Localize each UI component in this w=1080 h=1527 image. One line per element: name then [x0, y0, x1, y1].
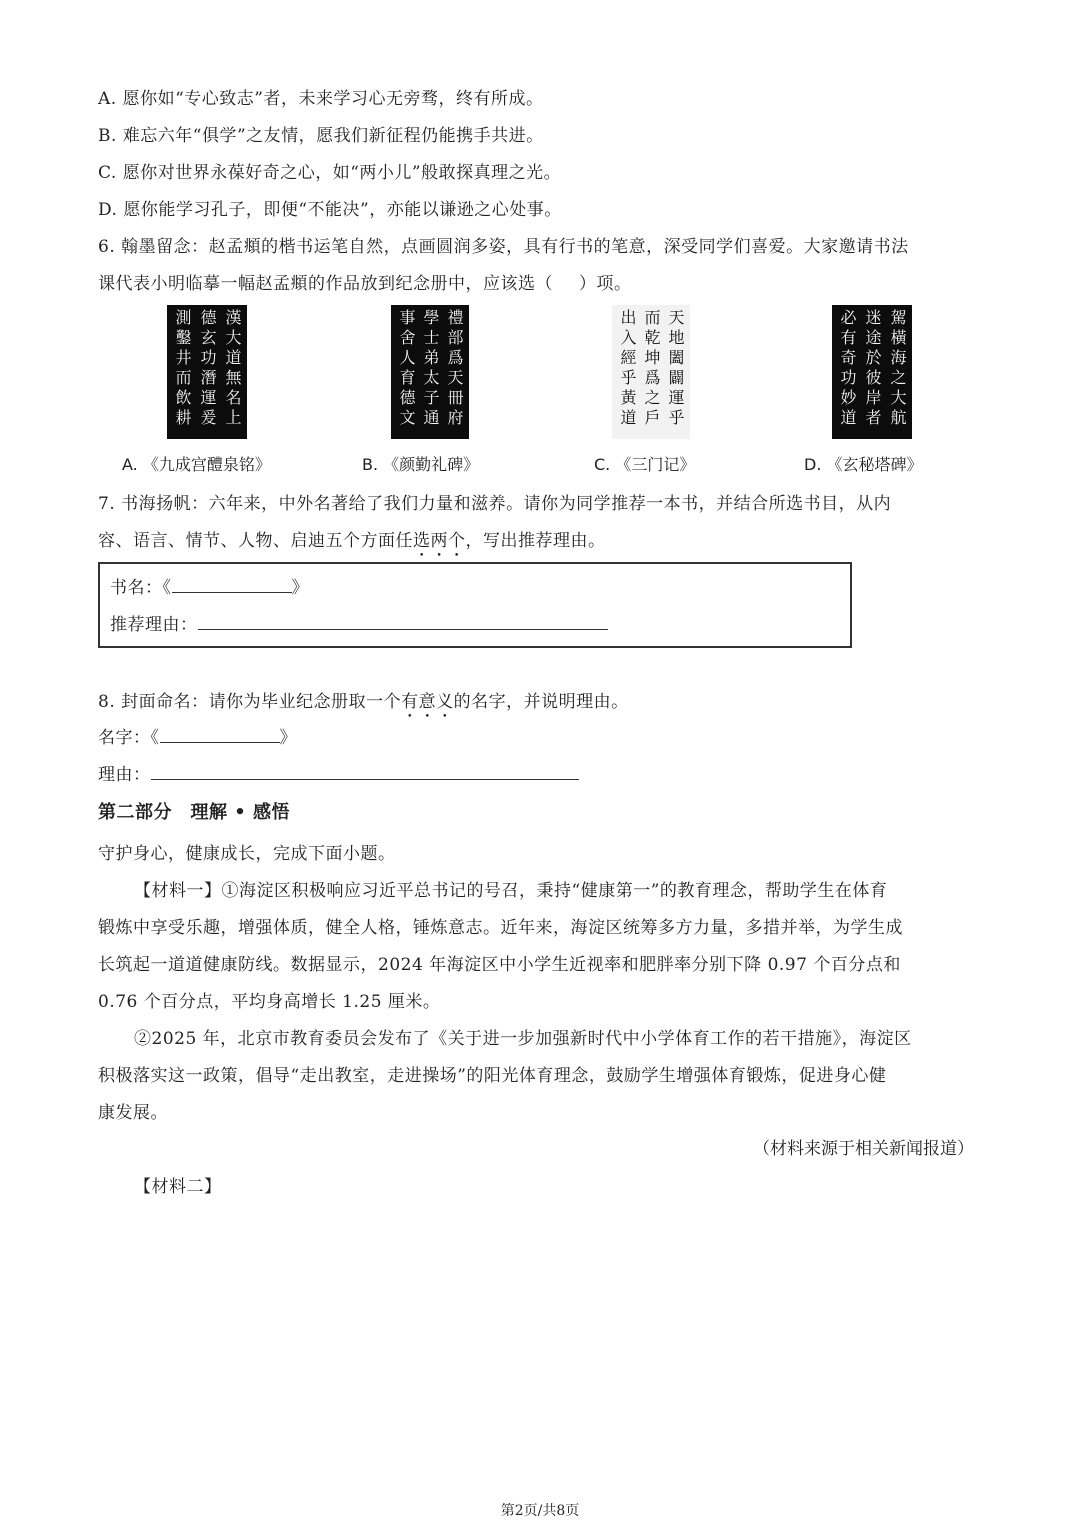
calligraphy-column: 德玄功潛運爰 — [198, 309, 217, 429]
page-number: 第2页/共8页 — [500, 1503, 580, 1519]
question-6-text-cont — [98, 269, 632, 294]
calligraphy-image-d — [832, 305, 912, 439]
calligraphy-column: 而乾坤爲之戶 — [642, 309, 661, 429]
calligraphy-column: 天地闔闢運乎 — [666, 309, 685, 429]
name-row — [98, 723, 297, 748]
option-c: C. 愿你对世界永葆好奇之心，如“两小儿”般敢探真理之光。 — [98, 163, 562, 183]
name-blank[interactable] — [160, 728, 280, 743]
caption-c: C. 《三门记》 — [594, 455, 696, 474]
question-8-suffix: 的名字，并说明理由。 — [453, 692, 629, 712]
answer-box — [98, 562, 852, 648]
question-7-text-cont — [98, 526, 606, 561]
recommend-reason-label: 推荐理由： — [110, 615, 198, 635]
question-8-prompt: 8. 封面命名：请你为毕业纪念册取一个 — [98, 692, 402, 712]
calligraphy-image-c — [612, 305, 690, 439]
calligraphy-column: 事舍人育德文 — [397, 309, 416, 429]
section-title: 第二部分 理解 • 感悟 — [98, 802, 291, 823]
material-1-line: 锻炼中享受乐趣，增强体质，健全人格，锤炼意志。近年来，海淀区统筹多方力量，多措并举，为学生成 — [98, 918, 903, 938]
material-1-line: ②2025 年，北京市教育委员会发布了《关于进一步加强新时代中小学体育工作的若干措施》，海淀区 — [134, 1029, 912, 1049]
book-name-blank[interactable] — [172, 578, 292, 593]
caption-b: B. 《颜勤礼碑》 — [362, 455, 480, 474]
question-7-suffix: ，写出推荐理由。 — [465, 531, 606, 551]
emphasis-text: 有意义 — [401, 692, 454, 712]
reason-label: 理由： — [98, 765, 151, 785]
material-1-line: 长筑起一道道健康防线。数据显示，2024 年海淀区中小学生近视率和肥胖率分别下降 0.97 个百分点和 — [98, 955, 901, 975]
book-name-close: 》 — [291, 578, 309, 598]
question-7-prompt: 容、语言、情节、人物、启迪五个方面任 — [98, 531, 413, 551]
calligraphy-image-b — [391, 305, 469, 439]
question-6-suffix: ）项。 — [579, 274, 632, 294]
reason-row — [98, 760, 579, 785]
caption-d: D. 《玄秘塔碑》 — [804, 455, 923, 474]
recommend-reason-row — [110, 610, 608, 635]
option-b: B. 难忘六年“俱学”之友情，愿我们新征程仍能携手共进。 — [98, 126, 544, 146]
calligraphy-image-a — [167, 305, 247, 439]
calligraphy-column: 測鑿井而飲耕 — [173, 309, 192, 429]
material-1-line: 0.76 个百分点，平均身高增长 1.25 厘米。 — [98, 992, 441, 1012]
material-1-line: 【材料一】①海淀区积极响应习近平总书记的号召，秉持“健康第一”的教育理念，帮助学生在体育 — [134, 881, 888, 901]
calligraphy-column: 必有奇功妙道 — [838, 309, 857, 429]
question-8-text — [98, 687, 629, 722]
calligraphy-column: 駕橫海之大航 — [888, 309, 907, 429]
calligraphy-column: 出入經乎黃道 — [618, 309, 637, 429]
section-intro: 守护身心，健康成长，完成下面小题。 — [98, 844, 396, 864]
question-7-text: 7. 书海扬帆：六年来，中外名著给了我们力量和滋养。请你为同学推荐一本书，并结合所选书目，从内 — [98, 494, 892, 514]
caption-a: A. 《九成宫醴泉铭》 — [122, 455, 271, 474]
option-d: D. 愿你能学习孔子，即便“不能决”，亦能以谦逊之心处事。 — [98, 200, 562, 220]
material-1-line: 积极落实这一政策，倡导“走出教室，走进操场”的阳光体育理念，鼓励学生增强体育锻炼，促进身心健 — [98, 1066, 887, 1086]
question-6-prompt: 课代表小明临摹一幅赵孟頫的作品放到纪念册中，应该选（ — [98, 274, 553, 294]
emphasis-text: 选两个 — [413, 531, 466, 551]
book-name-label: 书名：《 — [110, 578, 172, 598]
material-2-label: 【材料二】 — [134, 1177, 222, 1197]
reason-blank[interactable] — [151, 765, 579, 780]
recommend-reason-blank[interactable] — [198, 615, 608, 630]
calligraphy-column: 迷途於彼岸者 — [863, 309, 882, 429]
book-name-row — [110, 573, 309, 598]
calligraphy-column: 漢大道無名上 — [223, 309, 242, 429]
name-label: 名字：《 — [98, 728, 160, 748]
material-1-line: 康发展。 — [98, 1103, 168, 1123]
name-close: 》 — [279, 728, 297, 748]
calligraphy-column: 學士弟太子通 — [421, 309, 440, 429]
question-6-text: 6. 翰墨留念：赵孟頫的楷书运笔自然，点画圆润多姿，具有行书的笔意，深受同学们喜爱。大家邀请书法 — [98, 237, 909, 257]
material-source: （材料来源于相关新闻报道） — [753, 1139, 974, 1159]
calligraphy-column: 禮部爲天冊府 — [445, 309, 464, 429]
option-a: A. 愿你如“专心致志”者，未来学习心无旁骛，终有所成。 — [98, 89, 544, 109]
